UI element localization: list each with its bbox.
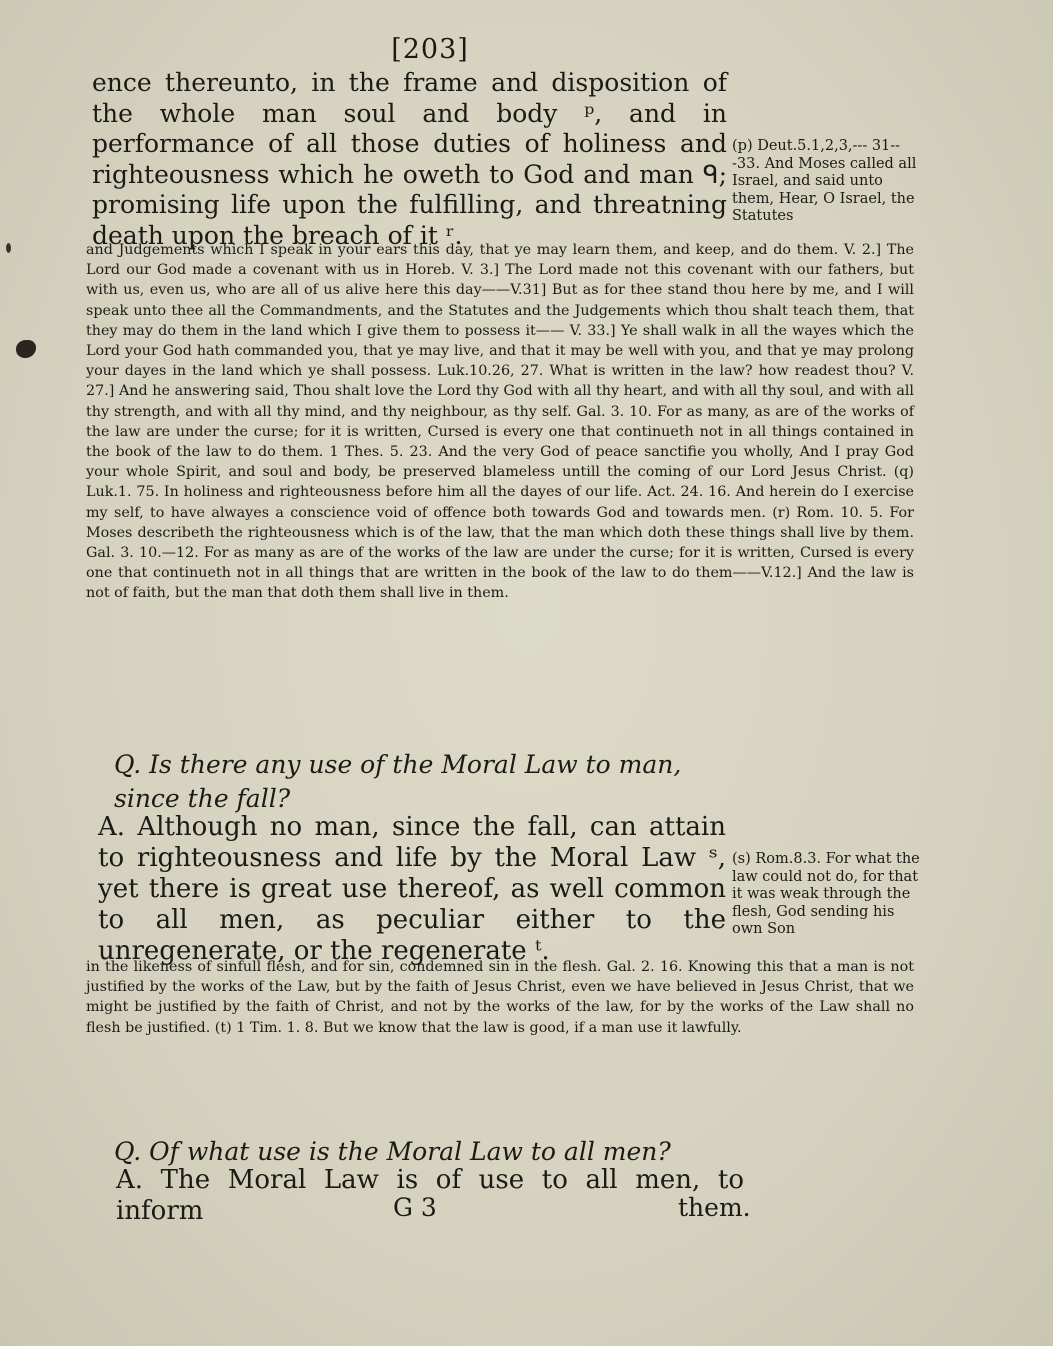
question-2: Q. Of what use is the Moral Law to all men?: [114, 1137, 671, 1166]
footnote-s-continued: in the likeness of sinfull flesh, and for sin, condemned sin in the flesh. Gal. 2. 16. Knowing this that a man is not justified by the works of the Law, but by the faith of Jesus Christ, even we have believed in Jesus Christ, that we might be justified by the faith of Christ, and not by the works of the law, for by the works of the Law shall no flesh be justified. (t) 1 Tim. 1. 8. But we know that the law is good, if a man use it lawfully.: [86, 959, 914, 1036]
answer-1: A. Although no man, since the fall, can attain to righteousness and life by the Moral Law ˢ, yet there is great use thereof, as well common to all men, as peculiar either to the unregenerate, or the regenerate ᵗ.: [98, 812, 726, 966]
question-1: Q. Is there any use of the Moral Law to man, since the fall?: [114, 750, 682, 813]
margin-note-s: (s) Rom.8.3. For what the law could not do, for that it was weak through the flesh, God sending his own Son: [732, 851, 920, 937]
margin-note-p: (p) Deut.5.1,2,3,--- 31---33. And Moses called all Israel, and said unto them, Hear, O Israel, the Statutes: [732, 138, 917, 224]
signature-mark: G 3: [393, 1193, 437, 1222]
main-paragraph: ence thereunto, in the frame and disposition of the whole man soul and body ᵖ, and in performance of all those duties of holiness and righteousness which he oweth to God and man ᑫ; promising life upon the fulfilling, and threatning death upon the breach of it ʳ.: [92, 68, 727, 250]
catchword: them.: [678, 1193, 751, 1222]
answer-2: A. The Moral Law is of use to all men, to inform: [116, 1165, 744, 1226]
footnote-p-continued: and Judgements which I speak in your ears this day, that ye may learn them, and keep, and do them. V. 2.] The Lord our God made a covenant with us in Horeb. V. 3.] The Lord made not this covenant with our fathers, but with us, even us, who are all of us alive here this day——V.31] But as for thee stand thou here by me, and I will speak unto thee all the Commandments, and the Statutes and the Judgements which thou shalt teach them, that they may do them in the land which I give them to possess it—— V. 33.] Ye shall walk in all the wayes which the Lord your God hath commanded you, that ye may live, and that it may be well with you, and that ye may prolong your dayes in the land which ye shall possess. Luk.10.26, 27. What is written in the law? how readest thou? V. 27.] And he answering said, Thou shalt love the Lord thy God with all thy heart, and with all thy soul, and with all thy strength, and with all thy mind, and thy neighbour, as thy self. Gal. 3. 10. For as many, as are of the works of the law are under the curse; for it is written, Cursed is every one that continueth not in all things contained in the book of the law to do them. 1 Thes. 5. 23. And the very God of peace sanctifie you wholly, And I pray God your whole Spirit, and soul and body, be preserved blameless untill the coming of our Lord Jesus Christ. (q) Luk.1. 75. In holiness and righteousness before him all the dayes of our life. Act. 24. 16. And herein do I exercise my self, to have alwayes a conscience void of offence both towards God and towards men. (r) Rom. 10. 5. For Moses describeth the righteousness which is of the law, that the man which doth these things shall live by them. Gal. 3. 10.—12. For as many as are of the works of the law are under the curse; for it is written, Cursed is every one that continueth not in all things that are written in the book of the law to do them——V.12.] And the law is not of faith, but the man that doth them shall live in them.: [86, 242, 914, 602]
page-number: [203]: [391, 34, 469, 65]
ink-blot: [16, 340, 36, 358]
ink-blot: [6, 243, 11, 253]
